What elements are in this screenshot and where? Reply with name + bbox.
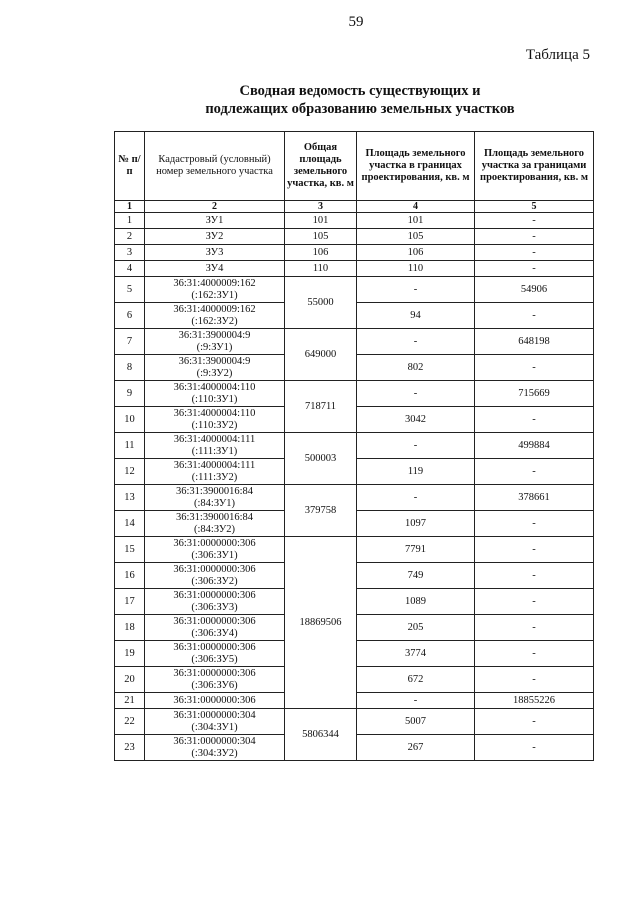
area-inside: 267 — [357, 735, 475, 761]
cadastral-number: 36:31:4000009:162 (:162:ЗУ2) — [145, 303, 285, 329]
cadastral-number: 36:31:4000004:110 (:110:ЗУ1) — [145, 381, 285, 407]
cadastral-number: 36:31:0000000:304 (:304:ЗУ2) — [145, 735, 285, 761]
land-plots-table — [114, 131, 594, 761]
row-number: 11 — [115, 433, 145, 459]
area-outside: - — [475, 229, 594, 245]
area-outside: - — [475, 407, 594, 433]
area-inside: 5007 — [357, 709, 475, 735]
row-number: 8 — [115, 355, 145, 381]
area-inside: 749 — [357, 563, 475, 589]
header-number: № п/п — [115, 132, 145, 201]
header-cadastral-number: Кадастровый (условный) номер земельного участка — [145, 132, 285, 201]
cadastral-number: 36:31:4000004:111 (:111:ЗУ2) — [145, 459, 285, 485]
area-outside: - — [475, 735, 594, 761]
cadastral-number: 36:31:0000000:306 (:306:ЗУ5) — [145, 641, 285, 667]
area-outside: - — [475, 589, 594, 615]
area-inside: 94 — [357, 303, 475, 329]
column-number: 5 — [475, 201, 594, 213]
area-outside: - — [475, 261, 594, 277]
row-number: 7 — [115, 329, 145, 355]
area-inside: - — [357, 381, 475, 407]
cadastral-number: 36:31:4000004:111 (:111:ЗУ1) — [145, 433, 285, 459]
row-number: 23 — [115, 735, 145, 761]
cadastral-number: 36:31:0000000:304 (:304:ЗУ1) — [145, 709, 285, 735]
area-outside: - — [475, 459, 594, 485]
page-number: 59 — [348, 14, 364, 30]
table-row — [115, 329, 594, 355]
cadastral-number: ЗУ1 — [145, 213, 285, 229]
area-inside: 105 — [357, 229, 475, 245]
area-inside: 3042 — [357, 407, 475, 433]
cadastral-number: 36:31:3900016:84 (:84:ЗУ1) — [145, 485, 285, 511]
total-area: 101 — [285, 213, 357, 229]
table-row — [115, 245, 594, 261]
area-inside: 7791 — [357, 537, 475, 563]
area-inside: - — [357, 485, 475, 511]
row-number: 21 — [115, 693, 145, 709]
row-number: 16 — [115, 563, 145, 589]
row-number: 3 — [115, 245, 145, 261]
area-inside: 110 — [357, 261, 475, 277]
area-outside: - — [475, 641, 594, 667]
table-row — [115, 381, 594, 407]
area-outside: 18855226 — [475, 693, 594, 709]
cadastral-number: ЗУ2 — [145, 229, 285, 245]
table-row — [115, 433, 594, 459]
title-line-2: подлежащих образованию земельных участков — [205, 101, 515, 117]
area-outside: 499884 — [475, 433, 594, 459]
area-inside: - — [357, 329, 475, 355]
area-inside: 802 — [357, 355, 475, 381]
cadastral-number: 36:31:4000009:162 (:162:ЗУ1) — [145, 277, 285, 303]
area-inside: 205 — [357, 615, 475, 641]
area-inside: 101 — [357, 213, 475, 229]
row-number: 10 — [115, 407, 145, 433]
row-number: 20 — [115, 667, 145, 693]
area-inside: - — [357, 693, 475, 709]
total-area: 649000 — [285, 329, 357, 381]
column-number: 2 — [145, 201, 285, 213]
area-inside: 672 — [357, 667, 475, 693]
row-number: 5 — [115, 277, 145, 303]
header-area-outside: Площадь земельного участка за границами проектирования, кв. м — [475, 132, 594, 201]
area-inside: 106 — [357, 245, 475, 261]
table-row — [115, 261, 594, 277]
total-area: 18869506 — [285, 537, 357, 709]
row-number: 19 — [115, 641, 145, 667]
area-outside: - — [475, 245, 594, 261]
area-inside: 119 — [357, 459, 475, 485]
row-number: 2 — [115, 229, 145, 245]
cadastral-number: 36:31:0000000:306 (:306:ЗУ1) — [145, 537, 285, 563]
header-total-area: Общая площадь земельного участка, кв. м — [285, 132, 357, 201]
column-number: 4 — [357, 201, 475, 213]
table-label: Таблица 5 — [525, 47, 590, 63]
total-area: 718711 — [285, 381, 357, 433]
row-number: 9 — [115, 381, 145, 407]
title-line-1: Сводная ведомость существующих и — [239, 83, 481, 99]
row-number: 17 — [115, 589, 145, 615]
area-outside: - — [475, 303, 594, 329]
area-outside: - — [475, 537, 594, 563]
row-number: 15 — [115, 537, 145, 563]
row-number: 22 — [115, 709, 145, 735]
table-row — [115, 277, 594, 303]
cadastral-number: 36:31:0000000:306 — [145, 693, 285, 709]
header-area-inside: Площадь земельного участка в границах проектирования, кв. м — [357, 132, 475, 201]
area-outside: - — [475, 563, 594, 589]
area-outside: - — [475, 709, 594, 735]
row-number: 12 — [115, 459, 145, 485]
area-outside: 54906 — [475, 277, 594, 303]
area-inside: 1097 — [357, 511, 475, 537]
table-row — [115, 229, 594, 245]
cadastral-number: 36:31:3900016:84 (:84:ЗУ2) — [145, 511, 285, 537]
row-number: 6 — [115, 303, 145, 329]
cadastral-number: 36:31:0000000:306 (:306:ЗУ2) — [145, 563, 285, 589]
area-inside: - — [357, 433, 475, 459]
table-row — [115, 537, 594, 563]
area-outside: 648198 — [475, 329, 594, 355]
area-inside: 1089 — [357, 589, 475, 615]
area-outside: 715669 — [475, 381, 594, 407]
cadastral-number: ЗУ4 — [145, 261, 285, 277]
area-inside: 3774 — [357, 641, 475, 667]
total-area: 106 — [285, 245, 357, 261]
cadastral-number: 36:31:0000000:306 (:306:ЗУ6) — [145, 667, 285, 693]
row-number: 13 — [115, 485, 145, 511]
total-area: 379758 — [285, 485, 357, 537]
area-outside: 378661 — [475, 485, 594, 511]
total-area: 105 — [285, 229, 357, 245]
area-outside: - — [475, 355, 594, 381]
total-area: 500003 — [285, 433, 357, 485]
cadastral-number: 36:31:3900004:9 (:9:ЗУ2) — [145, 355, 285, 381]
total-area: 5806344 — [285, 709, 357, 761]
area-outside: - — [475, 667, 594, 693]
total-area: 110 — [285, 261, 357, 277]
area-outside: - — [475, 213, 594, 229]
row-number: 14 — [115, 511, 145, 537]
cadastral-number: 36:31:3900004:9 (:9:ЗУ1) — [145, 329, 285, 355]
row-number: 18 — [115, 615, 145, 641]
document-title — [80, 82, 640, 118]
table-row — [115, 213, 594, 229]
area-outside: - — [475, 615, 594, 641]
area-outside: - — [475, 511, 594, 537]
column-number: 3 — [285, 201, 357, 213]
cadastral-number: ЗУ3 — [145, 245, 285, 261]
total-area: 55000 — [285, 277, 357, 329]
cadastral-number: 36:31:0000000:306 (:306:ЗУ4) — [145, 615, 285, 641]
cadastral-number: 36:31:0000000:306 (:306:ЗУ3) — [145, 589, 285, 615]
row-number: 4 — [115, 261, 145, 277]
table-row — [115, 485, 594, 511]
area-inside: - — [357, 277, 475, 303]
row-number: 1 — [115, 213, 145, 229]
cadastral-number: 36:31:4000004:110 (:110:ЗУ2) — [145, 407, 285, 433]
table-row — [115, 709, 594, 735]
column-number: 1 — [115, 201, 145, 213]
